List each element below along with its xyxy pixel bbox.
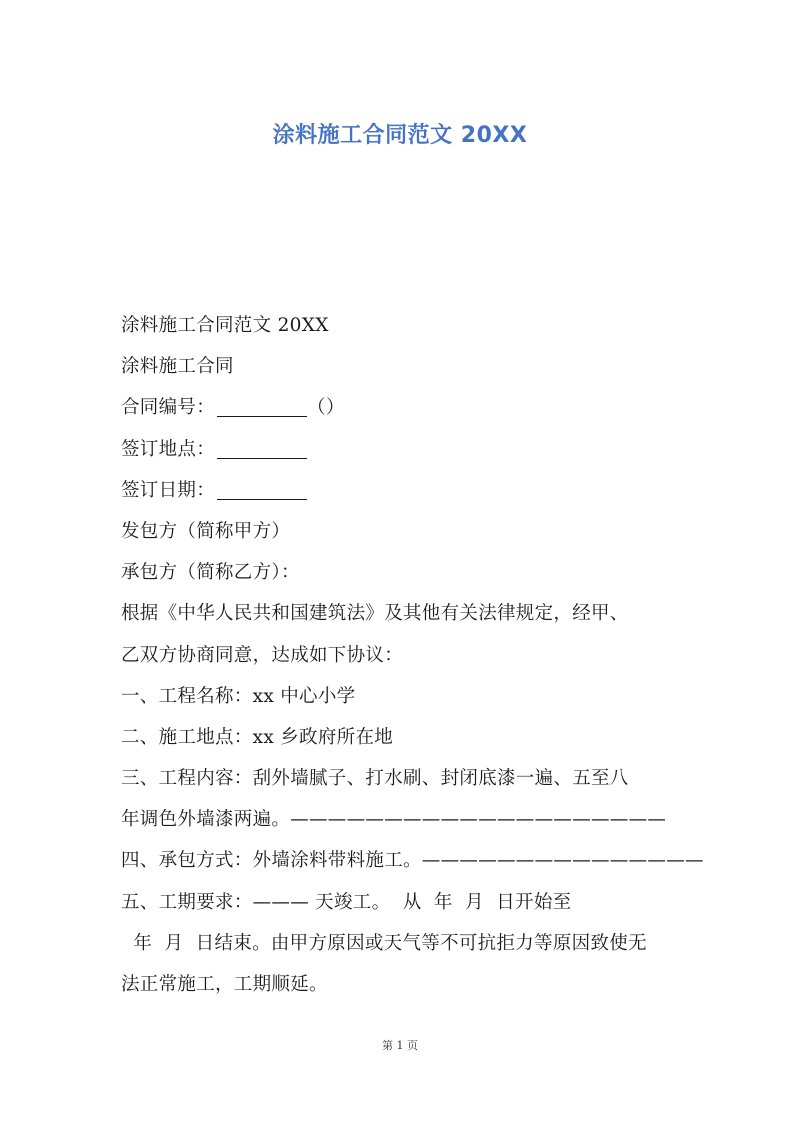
body-line: 四、承包方式：外墙涂料带料施工。——————————————— <box>121 850 704 872</box>
body-line: 法正常施工，工期顺延。 <box>121 974 328 995</box>
body-line: 年 月 日结束。由甲方原因或天气等不可抗拒力等原因致使无 <box>121 932 647 954</box>
contract-number-line <box>121 387 691 428</box>
signing-place-blank <box>217 438 307 459</box>
body-line: 三、工程内容：刮外墙腻子、打水刷、封闭底漆一遍、五至八 <box>121 768 629 790</box>
body-line: 二、施工地点：xx 乡政府所在地 <box>121 726 394 748</box>
body-line: 发包方（简称甲方） <box>121 520 291 542</box>
page-number: 第 1 页 <box>382 1039 418 1052</box>
signing-date-label: 签订日期： <box>121 479 216 501</box>
contract-number-blank <box>217 396 307 417</box>
signing-date-blank <box>217 479 307 500</box>
document-body <box>121 305 704 1005</box>
body-line: 五、工期要求：——— 天竣工。 从 年 月 日开始至 <box>121 891 572 913</box>
body-line: 一、工程名称：xx 中心小学 <box>121 685 356 707</box>
body-line: 涂料施工合同 <box>121 356 234 378</box>
contract-number-label: 合同编号： <box>121 397 216 419</box>
body-line: 年调色外墙漆两遍。———————————————————— <box>121 809 667 831</box>
signing-date-line <box>121 470 691 511</box>
signing-place-line <box>121 429 691 470</box>
signing-place-label: 签订地点： <box>121 438 216 460</box>
body-line: 涂料施工合同范文 20XX <box>121 315 329 336</box>
body-line: 根据《中华人民共和国建筑法》及其他有关法律规定，经甲、 <box>121 603 629 625</box>
contract-number-suffix: （） <box>307 397 345 419</box>
body-line: 承包方（简称乙方）： <box>121 562 300 584</box>
page-title: 涂料施工合同范文 20XX <box>272 123 528 148</box>
body-line: 乙双方协商同意，达成如下协议： <box>121 644 404 666</box>
